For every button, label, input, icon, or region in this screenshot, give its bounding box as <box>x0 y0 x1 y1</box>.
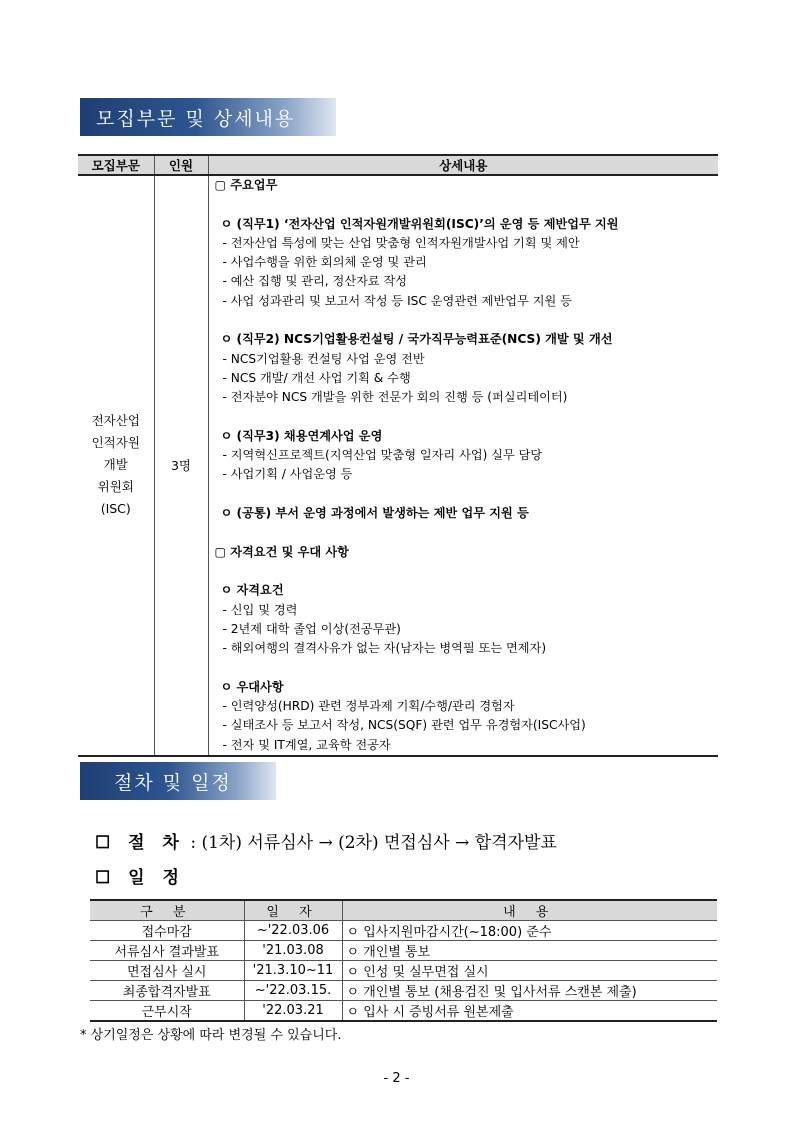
schedule-content: ㅇ 입사지원마감시간(~18:00) 준수 <box>342 921 717 941</box>
details-cell <box>208 175 718 756</box>
schedule-date: ~'22.03.15. <box>244 981 342 1001</box>
schedule-table <box>90 899 717 1022</box>
list-item: - 해외여행의 결격사유가 없는 자(남자는 병역필 또는 면제자) <box>222 641 547 656</box>
schedule-label: ☐ 일 정 <box>95 868 185 888</box>
schedule-date: '22.03.21 <box>244 1001 342 1022</box>
schedule-heading <box>95 863 185 888</box>
section-title-recruitment <box>80 98 336 136</box>
schedule-category: 접수마감 <box>90 921 244 941</box>
dept-line: 인적자원 <box>91 435 140 451</box>
list-item: - 전자분야 NCS 개발을 위한 전문가 회의 진행 등 (퍼실리테이터) <box>222 390 568 405</box>
main-duties-heading: ▢ 주요업무 <box>214 178 278 192</box>
schedule-date: '21.03.08 <box>244 941 342 961</box>
header-details: 상세내용 <box>208 155 718 175</box>
header-count: 인원 <box>154 155 208 175</box>
list-item: - 전자산업 특성에 맞는 산업 맞춤형 인적자원개발사업 기획 및 제안 <box>222 235 580 250</box>
dept-cell <box>78 175 154 756</box>
list-item: - 실태조사 등 보고서 작성, NCS(SQF) 관련 업무 유경험자(ISC사업) <box>222 718 586 733</box>
duty3-title: ㅇ (직무3) 채용연계사업 운영 <box>220 428 383 443</box>
list-item: - 인력양성(HRD) 관련 정부과제 기획/수행/관리 경험자 <box>222 699 515 714</box>
common-duty-title: ㅇ (공통) 부서 운영 과정에서 발생하는 제반 업무 지원 등 <box>220 506 529 521</box>
schedule-content: ㅇ 개인별 통보 (채용검진 및 입사서류 스캔본 제출) <box>342 981 717 1001</box>
section-title-text: 절차 및 일정 <box>114 771 232 794</box>
table-row <box>90 921 717 941</box>
schedule-content: ㅇ 개인별 통보 <box>342 941 717 961</box>
page-number: - 2 - <box>383 1071 410 1086</box>
list-item: - NCS 개발/ 개선 사업 기획 & 수행 <box>222 370 411 385</box>
header-category: 구 분 <box>90 900 244 921</box>
qualification-title: ㅇ 자격요건 <box>220 583 284 598</box>
list-item: - NCS기업활용 컨설팅 사업 운영 전반 <box>222 351 425 366</box>
dept-line: 전자산업 <box>91 413 140 429</box>
table-header-row <box>90 900 717 921</box>
schedule-content: ㅇ 입사 시 증빙서류 원본제출 <box>342 1001 717 1022</box>
dept-line: (ISC) <box>100 501 131 517</box>
header-content: 내 용 <box>342 900 717 921</box>
qualification-heading: ▢ 자격요건 및 우대 사항 <box>214 544 349 559</box>
section-title-procedure <box>80 762 276 800</box>
header-dept: 모집부문 <box>78 155 154 175</box>
schedule-category: 면접심사 실시 <box>90 961 244 981</box>
preference-title: ㅇ 우대사항 <box>220 679 284 694</box>
count-cell: 3명 <box>154 175 208 756</box>
list-item: - 지역혁신프로젝트(지역산업 맞춤형 일자리 사업) 실무 담당 <box>222 448 543 463</box>
procedure-text: : (1차) 서류심사 → (2차) 면접심사 → 합격자발표 <box>190 833 557 853</box>
schedule-note: * 상기일정은 상황에 따라 변경될 수 있습니다. <box>80 1028 342 1043</box>
list-item: - 예산 집행 및 관리, 정산자료 작성 <box>222 274 408 289</box>
list-item: - 사업 성과관리 및 보고서 작성 등 ISC 운영관련 제반업무 지원 등 <box>222 293 572 308</box>
dept-line: 위원회 <box>97 479 134 495</box>
schedule-category: 서류심사 결과발표 <box>90 941 244 961</box>
recruitment-table <box>78 154 718 757</box>
table-row <box>78 175 718 756</box>
duty2-title: ㅇ (직무2) NCS기업활용컨설팅 / 국가직무능력표준(NCS) 개발 및 개선 <box>220 332 613 347</box>
header-date: 일 자 <box>244 900 342 921</box>
procedure-label: ☐ 절 차 <box>95 833 185 853</box>
schedule-date: '21.3.10~11 <box>244 961 342 981</box>
schedule-content: ㅇ 인성 및 실무면접 실시 <box>342 961 717 981</box>
table-row <box>90 961 717 981</box>
dept-line: 개발 <box>103 457 128 473</box>
list-item: - 전자 및 IT계열, 교육학 전공자 <box>222 737 391 752</box>
section-title-text: 모집부문 및 상세내용 <box>96 107 296 130</box>
list-item: - 신입 및 경력 <box>222 602 298 617</box>
schedule-category: 최종합격자발표 <box>90 981 244 1001</box>
list-item: - 사업기획 / 사업운영 등 <box>222 467 353 482</box>
schedule-date: ~'22.03.06 <box>244 921 342 941</box>
list-item: - 사업수행을 위한 회의체 운영 및 관리 <box>222 255 427 270</box>
schedule-category: 근무시작 <box>90 1001 244 1022</box>
table-row <box>90 981 717 1001</box>
table-header-row <box>78 155 718 175</box>
list-item: - 2년제 대학 졸업 이상(전공무관) <box>222 621 401 636</box>
table-row <box>90 1001 717 1022</box>
duty1-title: ㅇ (직무1) ‘전자산업 인적자원개발위원회(ISC)’의 운영 등 제반업무 지원 <box>220 216 619 231</box>
table-row <box>90 941 717 961</box>
procedure-line <box>95 828 557 853</box>
